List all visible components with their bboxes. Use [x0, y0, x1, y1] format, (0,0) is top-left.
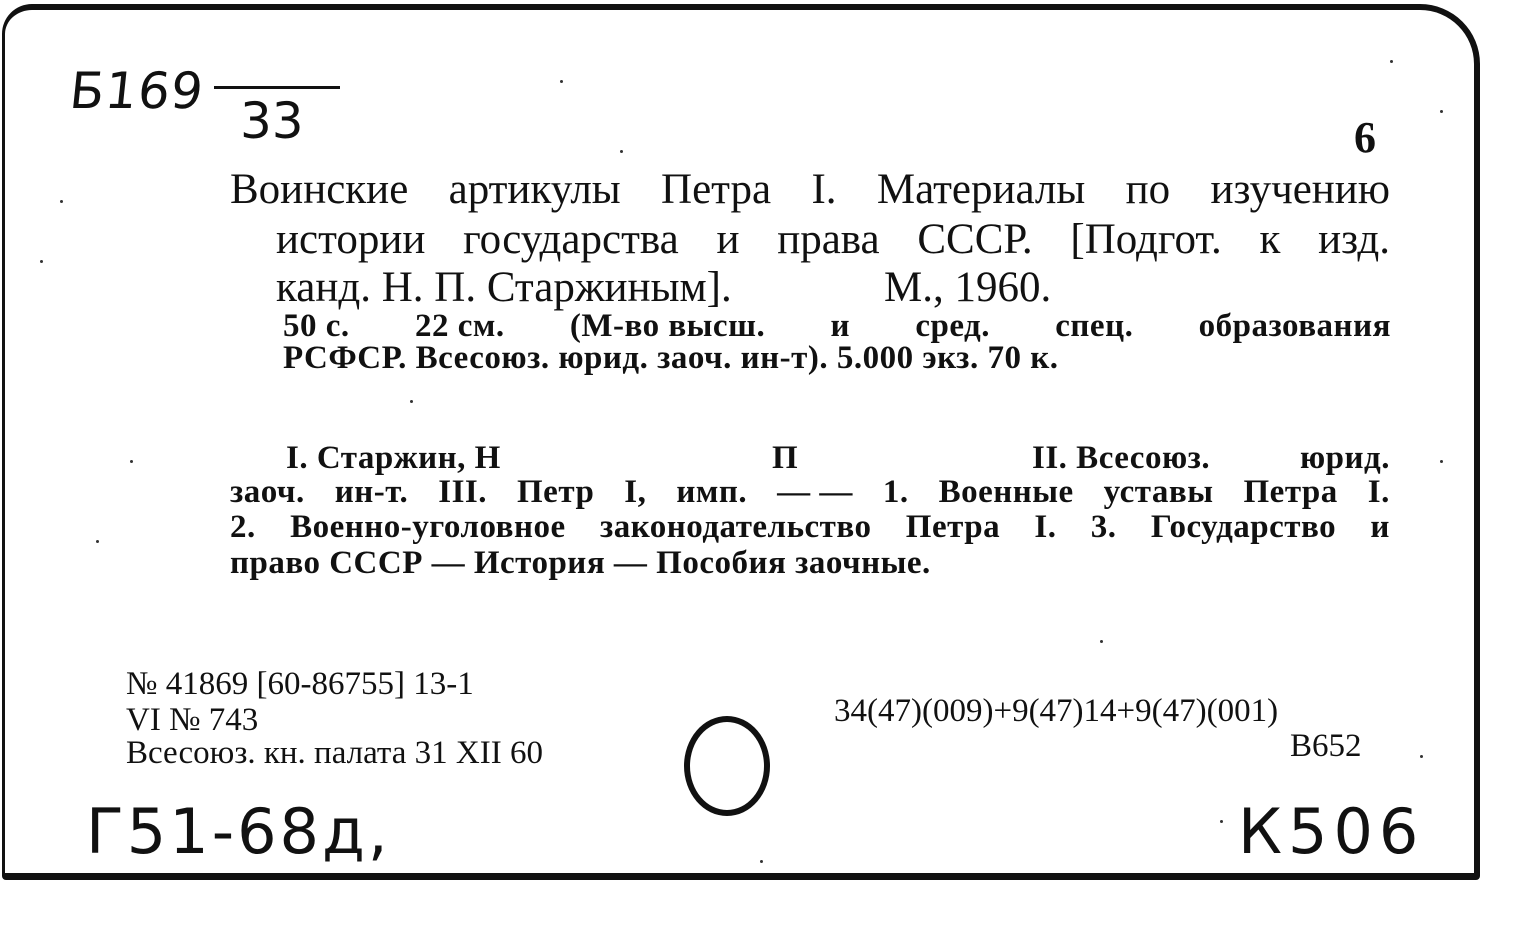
collation-word: сред. [915, 308, 990, 344]
title-line-2 [276, 218, 1390, 261]
scan-speck [1420, 755, 1423, 758]
scan-speck [60, 200, 63, 203]
scan-speck [130, 460, 133, 463]
title-word: права [777, 216, 880, 263]
collation-word: 50 с. [283, 308, 350, 344]
tracing-word: II. Всесоюз. [1032, 440, 1211, 476]
tracing-line-2 [230, 476, 1390, 509]
scan-speck [1220, 820, 1223, 823]
title-word: по [1125, 166, 1171, 213]
tracing-word: уставы [1103, 474, 1214, 510]
tracing-word: Военно-уголовное [290, 509, 566, 545]
tracing-word: ин-т. [334, 474, 409, 510]
shelf-mark-sub-handwritten: 33 [240, 92, 304, 150]
card-punch-hole [684, 716, 770, 816]
title-word: артикулы [448, 166, 621, 213]
series-number: VI № 743 [126, 702, 259, 738]
scan-speck [760, 860, 763, 863]
scan-speck [1100, 640, 1103, 643]
collation-line-2: РСФСР. Всесоюз. юрид. заоч. ин-т). 5.000 экз. 70 к. [283, 340, 1059, 376]
tracing-word: Петра [905, 509, 1001, 545]
tracing-word: законодательство [599, 509, 872, 545]
tracing-word: 3. [1090, 509, 1117, 545]
title-word: изд. [1318, 216, 1390, 263]
shelf-mark-rule [214, 86, 340, 89]
scan-speck [620, 150, 623, 153]
scan-speck [1440, 460, 1443, 463]
tracing-word: I. [1367, 474, 1390, 510]
scan-speck [40, 260, 43, 263]
tracing-word: 1. [882, 474, 909, 510]
tracing-author: I. Старжин, Н [286, 440, 501, 476]
scan-speck [1390, 60, 1393, 63]
collation-word: спец. [1055, 308, 1134, 344]
tracing-word: — — [777, 474, 853, 510]
tracing-word: Военные [938, 474, 1074, 510]
book-chamber-date: Всесоюз. кн. палата 31 XII 60 [126, 735, 543, 771]
handwritten-mark: К506 [1238, 795, 1425, 868]
title-word: государства [463, 216, 679, 263]
collation-word: и [830, 308, 851, 344]
collation-word: образования [1198, 308, 1391, 344]
title-line-3: канд. Н. П. Старжиным]. [276, 264, 732, 311]
collation-word: (М-во высш. [569, 308, 766, 344]
tracing-word: заоч. [230, 474, 305, 510]
tracing-word: и [1370, 509, 1390, 545]
title-word: и [716, 216, 740, 263]
shelf-mark-handwritten: Б169 [66, 62, 207, 120]
title-word: истории [276, 216, 426, 263]
title-word: Воинские [230, 166, 409, 213]
tracing-line-3 [230, 511, 1390, 544]
tracing-word: имп. [676, 474, 748, 510]
tracing-word: Петра [1243, 474, 1338, 510]
collation-line-1 [283, 310, 1391, 343]
record-number: № 41869 [60-86755] 13-1 [126, 666, 474, 702]
classification-index: 34(47)(009)+9(47)14+9(47)(001) [834, 693, 1279, 729]
title-word: СССР. [917, 216, 1033, 263]
tracing-word: I. [1034, 509, 1057, 545]
title-word: Материалы [876, 166, 1086, 213]
tracing-line-4: право СССР — История — Пособия заочные. [230, 545, 931, 581]
tracing-word: Государство [1150, 509, 1337, 545]
tracing-word: 2. [230, 509, 256, 545]
scan-speck [410, 400, 413, 403]
title-word: [Подгот. [1070, 216, 1222, 263]
tracing-author-initial: П [772, 440, 799, 476]
card-number: 6 [1354, 113, 1376, 162]
tracing-word: III. [438, 474, 488, 510]
title-word: Петра [661, 166, 772, 213]
imprint: М., 1960. [884, 264, 1052, 311]
author-mark: В652 [1290, 728, 1362, 764]
collation-word: 22 см. [414, 308, 505, 344]
title-line-1 [230, 168, 1390, 211]
tracing-word: I, [624, 474, 647, 510]
tracing-word: Петр [517, 474, 595, 510]
title-word: к [1259, 216, 1281, 263]
scan-speck [1440, 110, 1443, 113]
handwritten-call-number: Г51-68д, [86, 795, 391, 868]
tracing-word: юрид. [1299, 440, 1390, 476]
scan-speck [560, 80, 563, 83]
title-word: I. [811, 166, 837, 213]
tracing-institution [1032, 442, 1390, 475]
title-word: изучению [1210, 166, 1390, 213]
scan-speck [96, 540, 99, 543]
